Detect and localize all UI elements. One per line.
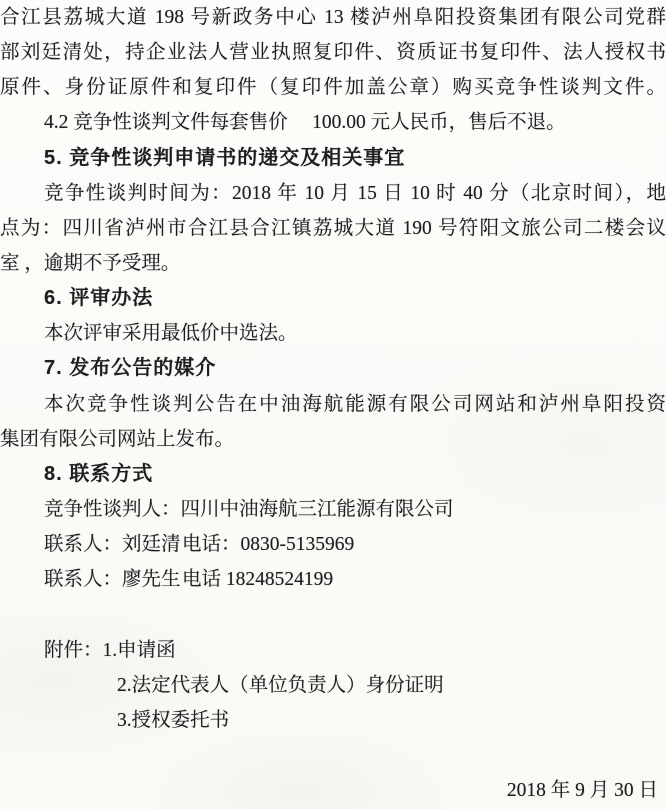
intro-line-2: 部刘廷清处，持企业法人营业执照复印件、资质证书复印件、法人授权书 — [0, 42, 666, 64]
section-5-heading: 5. 竞争性谈判申请书的递交及相关事宜 — [44, 146, 406, 169]
section-7-line-2: 集团有限公司网站上发布。 — [0, 428, 235, 450]
section-8-heading: 8. 联系方式 — [44, 462, 154, 485]
contact-line-1 — [0, 527, 666, 562]
attachments-line — [0, 633, 666, 668]
contact-line-2 — [0, 562, 666, 597]
spacer — [0, 738, 666, 773]
contact-2-phone: 电话 18248524199 — [182, 569, 334, 591]
spacer — [0, 597, 666, 632]
attachment-item-1: 1.申请函 — [102, 639, 176, 661]
section-6-heading: 6. 评审办法 — [44, 287, 154, 310]
clause-4-2: 4.2 竞争性谈判文件每套售价 100.00 元人民币，售后不退。 — [44, 112, 566, 134]
section-5-line-3: 室 ，逾期不予受理。 — [0, 252, 181, 274]
intro-line-3: 原件、身份证原件和复印件（复印件加盖公章）购买竞争性谈判文件。 — [0, 77, 666, 99]
attachment-item-2: 2.法定代表人（单位负责人）身份证明 — [117, 674, 444, 696]
attachment-item-3: 3.授权委托书 — [117, 709, 230, 731]
section-5-line-1: 竞争性谈判时间为：2018 年 10 月 15 日 10 时 40 分（北京时间），地 — [44, 182, 666, 204]
contact-1-name: 联系人：刘廷清 — [44, 534, 181, 556]
contact-1-phone: 电话：0830-5135969 — [182, 534, 355, 556]
section-7-heading: 7. 发布公告的媒介 — [44, 357, 217, 380]
contact-2-name: 联系人：廖先生 — [44, 569, 181, 591]
section-7-line-1: 本次竞争性谈判公告在中油海航能源有限公司网站和泸州阜阳投资 — [44, 393, 666, 415]
section-5-line-2: 点为：四川省泸州市合江县合江镇荔城大道 190 号符阳文旅公司二楼会议 — [0, 217, 666, 239]
section-6-line-1: 本次评审采用最低价中选法。 — [44, 323, 298, 345]
negotiator-line: 竞争性谈判人：四川中油海航三江能源有限公司 — [44, 498, 454, 520]
document-date: 2018 年 9 月 30 日 — [506, 780, 658, 802]
attachments-label: 附件： — [44, 639, 103, 661]
intro-line-1: 合江县荔城大道 198 号新政务中心 13 楼泸州阜阳投资集团有限公司党群 — [0, 7, 666, 28]
